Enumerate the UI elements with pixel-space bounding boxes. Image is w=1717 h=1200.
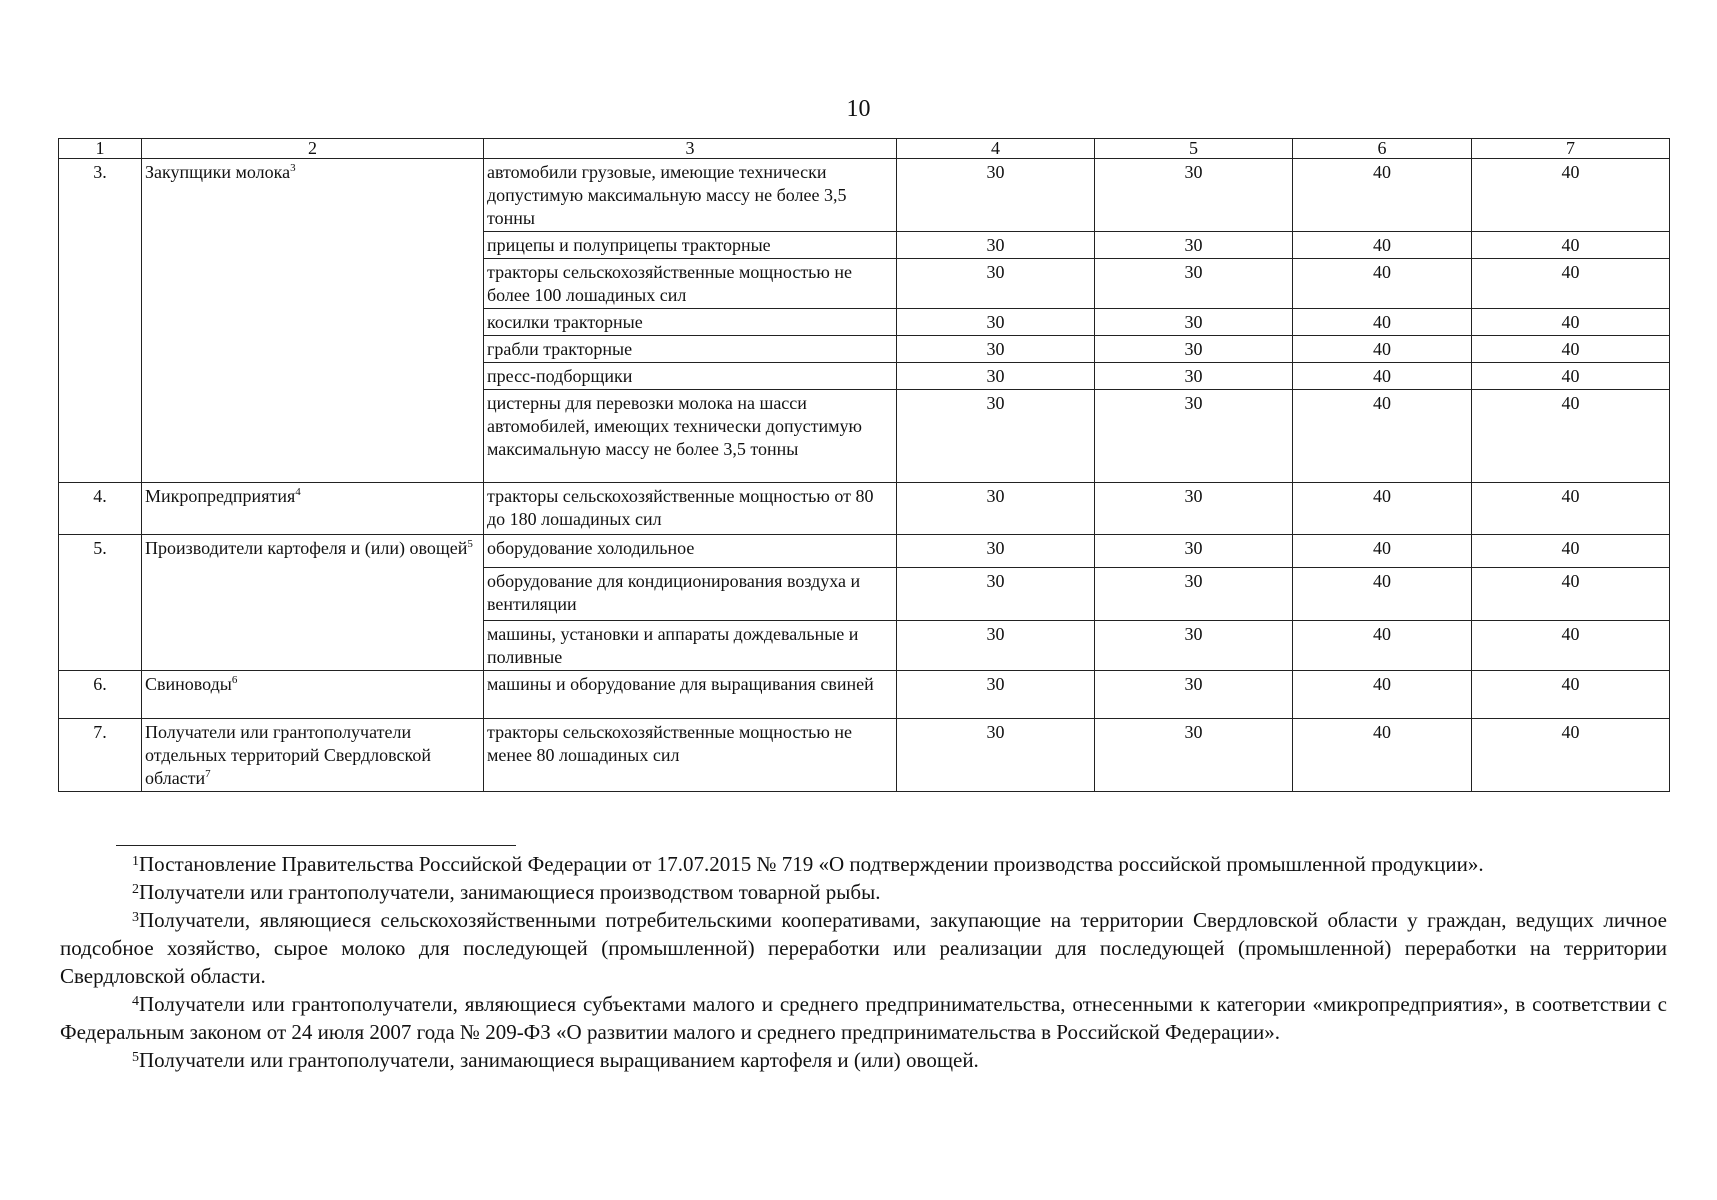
rate-cell-c7: 40 — [1472, 483, 1670, 535]
rate-cell-c7: 40 — [1472, 671, 1670, 719]
equipment-type: оборудование для кондиционирования воздуха и вентиляции — [484, 568, 897, 621]
rate-cell-c7: 40 — [1472, 535, 1670, 568]
rate-cell-c7: 40 — [1472, 621, 1670, 671]
equipment-type: тракторы сельскохозяйственные мощностью не более 100 лошадиных сил — [484, 259, 897, 309]
row-number: 5. — [59, 535, 142, 671]
footnote-ref: 6 — [231, 674, 238, 686]
rate-cell-c5: 30 — [1095, 390, 1293, 483]
footnote-mark: 4 — [132, 994, 139, 1009]
equipment-type: машины, установки и аппараты дождевальные и поливные — [484, 621, 897, 671]
footnote-mark: 3 — [132, 910, 139, 925]
rate-cell-c7: 40 — [1472, 336, 1670, 363]
rate-cell-c6: 40 — [1293, 336, 1472, 363]
rate-cell-c5: 30 — [1095, 309, 1293, 336]
column-number: 5 — [1095, 139, 1293, 159]
equipment-type: грабли тракторные — [484, 336, 897, 363]
equipment-type: прицепы и полуприцепы тракторные — [484, 232, 897, 259]
rate-cell-c5: 30 — [1095, 719, 1293, 792]
subsidy-rates-table — [58, 138, 1670, 792]
column-number: 2 — [142, 139, 484, 159]
footnote-mark: 1 — [132, 854, 139, 869]
recipient-name: Производители картофеля и (или) овощей — [145, 538, 468, 558]
rate-cell-c6: 40 — [1293, 719, 1472, 792]
equipment-type: оборудование холодильное — [484, 535, 897, 568]
rate-cell-c4: 30 — [897, 309, 1095, 336]
footnote — [60, 906, 1667, 990]
rate-cell-c4: 30 — [897, 719, 1095, 792]
rate-cell-c6: 40 — [1293, 363, 1472, 390]
column-number: 1 — [59, 139, 142, 159]
rate-cell-c5: 30 — [1095, 336, 1293, 363]
column-number: 7 — [1472, 139, 1670, 159]
table-row — [59, 719, 1670, 792]
equipment-type: тракторы сельскохозяйственные мощностью от 80 до 180 лошадиных сил — [484, 483, 897, 535]
recipient-category — [142, 483, 484, 535]
equipment-type: автомобили грузовые, имеющие технически допустимую максимальную массу не более 3,5 тонны — [484, 159, 897, 232]
rate-cell-c6: 40 — [1293, 568, 1472, 621]
rate-cell-c4: 30 — [897, 535, 1095, 568]
row-number: 7. — [59, 719, 142, 792]
recipient-category — [142, 159, 484, 483]
footnote-ref: 7 — [205, 768, 211, 780]
rate-cell-c6: 40 — [1293, 259, 1472, 309]
footnote-ref: 3 — [290, 162, 296, 174]
rate-cell-c4: 30 — [897, 232, 1095, 259]
rate-cell-c4: 30 — [897, 621, 1095, 671]
footnote-text: Получатели, являющиеся сельскохозяйственными потребительскими кооперативами, закупающие на территории Свердловской области у граждан, ведущих личное подсобное хозяйство, сырое молоко для последующей (промышленной) переработки или реализации для последующей (промышленной) переработки на территории Свердловской области. — [60, 908, 1667, 988]
recipient-name: Микропредприятия — [145, 486, 296, 506]
equipment-type: косилки тракторные — [484, 309, 897, 336]
table-row — [59, 159, 1670, 232]
footnote — [60, 990, 1667, 1046]
recipient-name: Получатели или грантополучатели отдельных территорий Свердловской области — [145, 722, 431, 788]
footnote-text: Получатели или грантополучатели, являющиеся субъектами малого и среднего предпринимательства, отнесенными к категории «микропредприятия», в соответствии с Федеральным законом от 24 июля 2007 года № 209-ФЗ «О развитии малого и среднего предпринимательства в Российской Федерации». — [60, 992, 1667, 1044]
equipment-type: пресс-подборщики — [484, 363, 897, 390]
footnote-text: Постановление Правительства Российской Федерации от 17.07.2015 № 719 «О подтверждении производства российской промышленной продукции». — [139, 852, 1484, 876]
rate-cell-c6: 40 — [1293, 390, 1472, 483]
footnote-text: Получатели или грантополучатели, занимающиеся выращиванием картофеля и (или) овощей. — [139, 1048, 979, 1072]
rate-cell-c4: 30 — [897, 336, 1095, 363]
row-number: 3. — [59, 159, 142, 483]
rate-cell-c7: 40 — [1472, 259, 1670, 309]
equipment-type: цистерны для перевозки молока на шасси автомобилей, имеющих технически допустимую максимальную массу не более 3,5 тонны — [484, 390, 897, 483]
recipient-category — [142, 671, 484, 719]
rate-cell-c7: 40 — [1472, 232, 1670, 259]
rate-cell-c6: 40 — [1293, 535, 1472, 568]
rate-cell-c5: 30 — [1095, 232, 1293, 259]
rate-cell-c4: 30 — [897, 363, 1095, 390]
rate-cell-c6: 40 — [1293, 159, 1472, 232]
footnote — [60, 1046, 1667, 1074]
rate-cell-c6: 40 — [1293, 483, 1472, 535]
footnote-ref: 5 — [467, 538, 473, 550]
footnote-mark: 2 — [132, 882, 139, 897]
rate-cell-c4: 30 — [897, 483, 1095, 535]
footnote — [60, 850, 1667, 878]
footnote-divider — [116, 845, 516, 846]
rate-cell-c7: 40 — [1472, 719, 1670, 792]
rate-cell-c4: 30 — [897, 390, 1095, 483]
footnote-mark: 5 — [132, 1050, 139, 1065]
rate-cell-c6: 40 — [1293, 309, 1472, 336]
rate-cell-c5: 30 — [1095, 363, 1293, 390]
page-number: 10 — [846, 96, 871, 122]
rate-cell-c7: 40 — [1472, 568, 1670, 621]
column-number: 3 — [484, 139, 897, 159]
equipment-type: тракторы сельскохозяйственные мощностью не менее 80 лошадиных сил — [484, 719, 897, 792]
footnote-ref: 4 — [295, 486, 301, 498]
recipient-category — [142, 535, 484, 671]
column-number-row — [59, 139, 1670, 159]
equipment-type: машины и оборудование для выращивания свиней — [484, 671, 897, 719]
rate-cell-c5: 30 — [1095, 159, 1293, 232]
rate-cell-c6: 40 — [1293, 671, 1472, 719]
rate-cell-c4: 30 — [897, 568, 1095, 621]
table-row — [59, 535, 1670, 568]
recipient-category — [142, 719, 484, 792]
row-number: 6. — [59, 671, 142, 719]
column-number: 6 — [1293, 139, 1472, 159]
row-number: 4. — [59, 483, 142, 535]
rate-cell-c5: 30 — [1095, 671, 1293, 719]
column-number: 4 — [897, 139, 1095, 159]
rate-cell-c7: 40 — [1472, 159, 1670, 232]
rate-cell-c5: 30 — [1095, 568, 1293, 621]
rate-cell-c5: 30 — [1095, 259, 1293, 309]
footnote-text: Получатели или грантополучатели, занимающиеся производством товарной рыбы. — [139, 880, 881, 904]
rate-cell-c4: 30 — [897, 259, 1095, 309]
rate-cell-c6: 40 — [1293, 232, 1472, 259]
table-row — [59, 671, 1670, 719]
table-body — [59, 139, 1670, 792]
rate-cell-c4: 30 — [897, 159, 1095, 232]
rate-cell-c6: 40 — [1293, 621, 1472, 671]
table-row — [59, 483, 1670, 535]
recipient-name: Закупщики молока — [145, 162, 291, 182]
rate-cell-c4: 30 — [897, 671, 1095, 719]
rate-cell-c5: 30 — [1095, 535, 1293, 568]
rate-cell-c5: 30 — [1095, 483, 1293, 535]
rate-cell-c7: 40 — [1472, 390, 1670, 483]
footnote — [60, 878, 1667, 906]
footnotes — [60, 850, 1667, 1074]
rate-cell-c5: 30 — [1095, 621, 1293, 671]
rate-cell-c7: 40 — [1472, 363, 1670, 390]
rate-cell-c7: 40 — [1472, 309, 1670, 336]
recipient-name: Свиноводы — [145, 674, 232, 694]
